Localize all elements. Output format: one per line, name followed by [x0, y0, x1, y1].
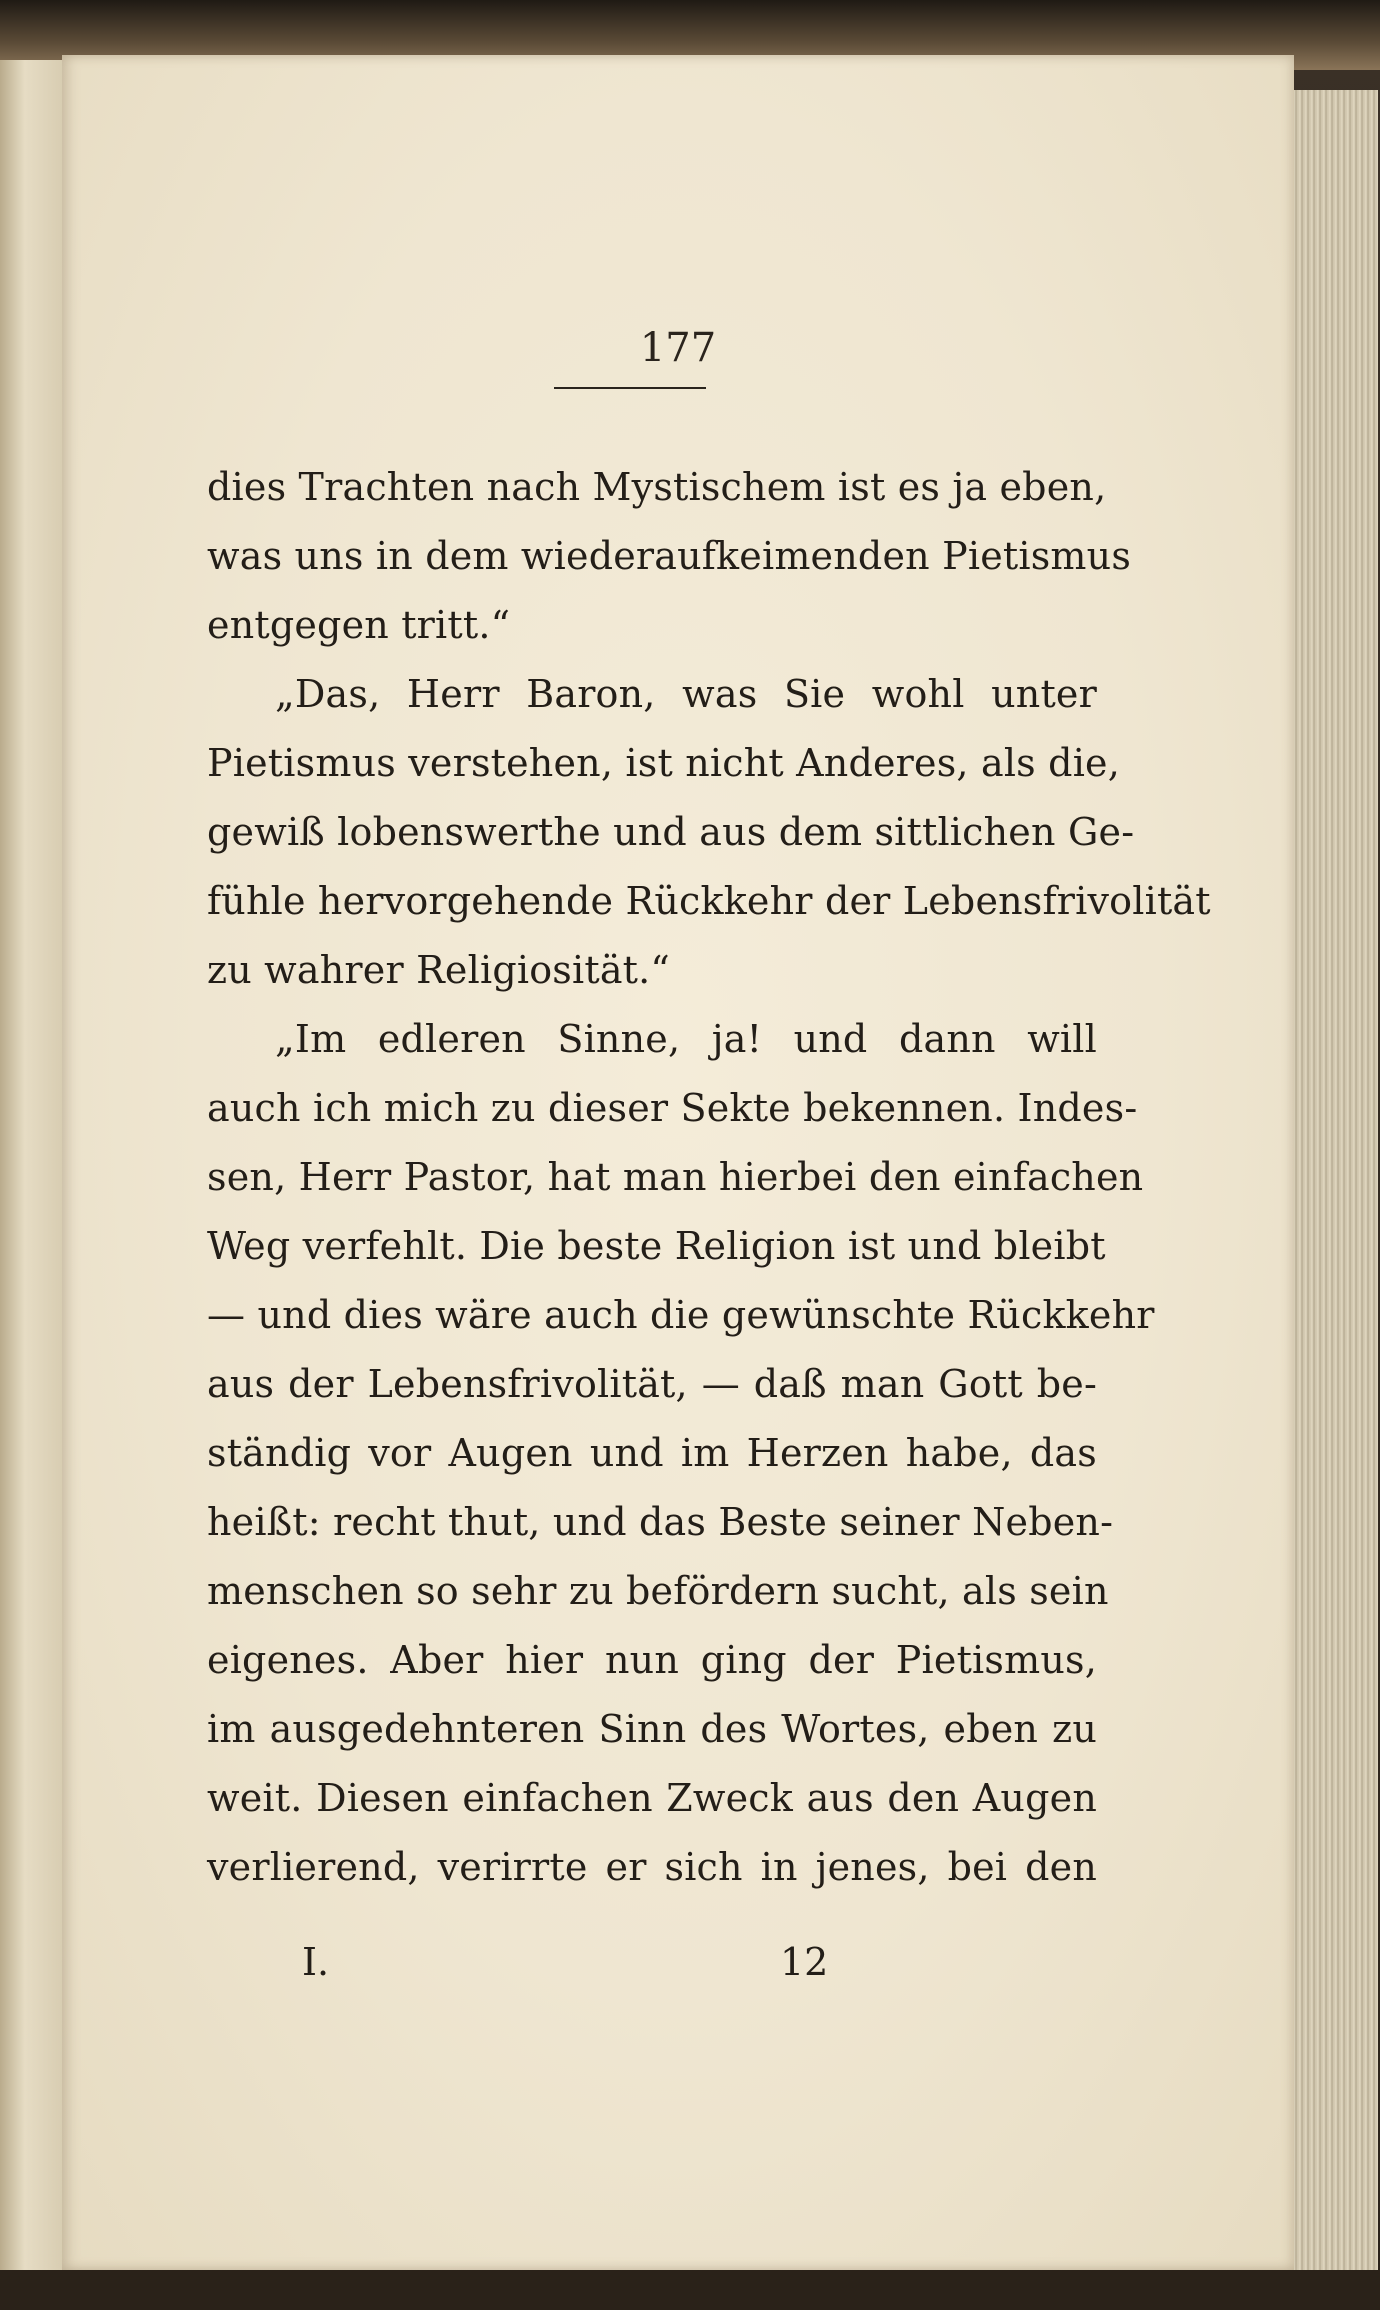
page-footer [62, 1940, 1294, 2000]
text-line: heißt: recht thut, und das Beste seiner Neben- [207, 1500, 1114, 1544]
text-line: — und dies wäre auch die gewünschte Rückkehr [207, 1293, 1155, 1337]
text-line: weit. Diesen einfachen Zweck aus den Augen [207, 1776, 1097, 1820]
text-line: verlierend, verirrte er sich in jenes, bei den [207, 1845, 1097, 1889]
text-line: Pietismus verstehen, ist nicht Anderes, als die, [207, 741, 1121, 785]
text-line: im ausgedehnteren Sinn des Wortes, eben zu [207, 1707, 1097, 1751]
text-line: „Das, Herr Baron, was Sie wohl unter [275, 672, 1097, 716]
text-line: was uns in dem wiederaufkeimenden Pietismus [207, 534, 1132, 578]
page-stack-edges [1290, 90, 1378, 2270]
text-line: menschen so sehr zu befördern sucht, als sein [207, 1569, 1109, 1613]
sheet-signature: 12 [780, 1940, 829, 1984]
text-line: ständig vor Augen und im Herzen habe, das [207, 1431, 1097, 1475]
text-line: gewiß lobenswerthe und aus dem sittlichen Ge- [207, 810, 1135, 854]
text-line: auch ich mich zu dieser Sekte bekennen. Indes- [207, 1086, 1138, 1130]
text-line: fühle hervorgehende Rückkehr der Lebensfrivolität [207, 879, 1211, 923]
body-text [207, 453, 1211, 1902]
text-line: Weg verfehlt. Die beste Religion ist und bleibt [207, 1224, 1106, 1268]
facing-page-edge [0, 60, 64, 2270]
text-line: zu wahrer Religiosität.“ [207, 948, 671, 992]
text-line: „Im edleren Sinne, ja! und dann will [275, 1017, 1097, 1061]
text-line: eigenes. Aber hier nun ging der Pietismus, [207, 1638, 1097, 1682]
volume-signature: I. [302, 1940, 330, 1984]
text-line: aus der Lebensfrivolität, — daß man Gott be- [207, 1362, 1097, 1406]
text-line: entgegen tritt.“ [207, 603, 511, 647]
page-number: 177 [639, 325, 717, 371]
text-line: dies Trachten nach Mystischem ist es ja eben, [207, 465, 1107, 509]
text-line: sen, Herr Pastor, hat man hierbei den einfachen [207, 1155, 1144, 1199]
book-page [62, 55, 1294, 2270]
header-rule [554, 387, 706, 389]
